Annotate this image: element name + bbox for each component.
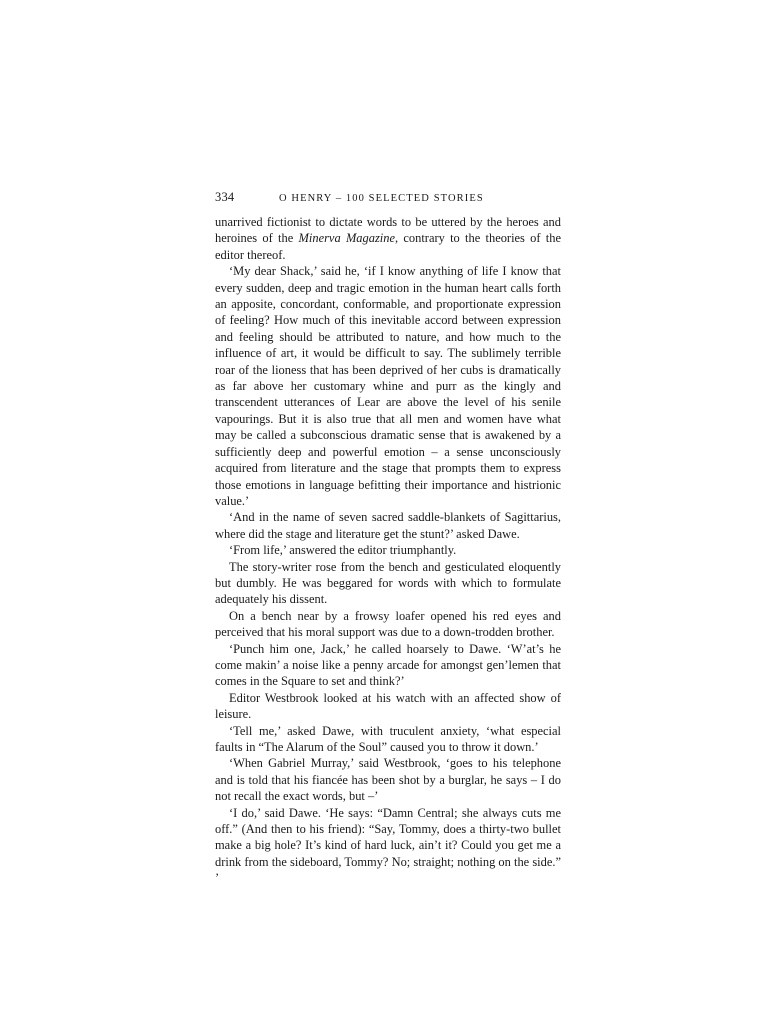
paragraph-text: Editor Westbrook looked at his watch with an affected show of leisure. bbox=[215, 690, 561, 722]
paragraph bbox=[215, 214, 561, 263]
paragraph bbox=[215, 263, 561, 509]
paragraph bbox=[215, 509, 561, 542]
paragraph-text: ‘I do,’ said Dawe. ‘He says: “Damn Central; she always cuts me off.” (And then to his friend): “Say, Tommy, does a thirty-two bullet make a big hole? It’s kind of hard luck, ain’t it? Could you get me a drink from the sideboard, Tommy? No; straight; nothing on the side.” ’ bbox=[215, 805, 561, 886]
paragraph-text: unarrived fictionist to dictate words to be uttered by the heroes and heroines of the bbox=[215, 215, 561, 246]
paragraph bbox=[215, 608, 561, 641]
running-title: O HENRY – 100 SELECTED STORIES bbox=[279, 193, 484, 204]
page-number: 334 bbox=[215, 190, 235, 204]
story-text bbox=[215, 214, 561, 887]
italic-title: Minerva Magazine bbox=[298, 231, 395, 246]
paragraph-text: The story-writer rose from the bench and gesticulated eloquently but dumbly. He was beggared for words with which to formulate adequately his dissent. bbox=[215, 559, 561, 607]
paragraph-text: ‘From life,’ answered the editor triumphantly. bbox=[229, 543, 457, 558]
paragraph-text: ‘When Gabriel Murray,’ said Westbrook, ‘goes to his telephone and is told that his fiancée has been shot by a burglar, he says – I do not recall the exact words, but –’ bbox=[215, 756, 561, 804]
paragraph bbox=[215, 690, 561, 723]
paragraph bbox=[215, 755, 561, 804]
paragraph bbox=[215, 805, 561, 887]
paragraph bbox=[215, 723, 561, 756]
paragraph bbox=[215, 542, 561, 558]
running-head bbox=[215, 190, 561, 212]
paragraph-text: ‘Punch him one, Jack,’ he called hoarsely to Dawe. ‘W’at’s he come makin’ a noise like a penny arcade for amongst gen’lemen that comes in the Square to set and think?’ bbox=[215, 641, 561, 689]
paragraph-text: ‘My dear Shack,’ said he, ‘if I know anything of life I know that every sudden, deep and tragic emotion in the human heart calls forth an apposite, concordant, conformable, and proportionate expression of feeling? How much of this inevitable accord between expression and feeling should be attributed to nature, and how much to the influence of art, it would be difficult to say. The sublimely terrible roar of the lioness that has been deprived of her cubs is dramatically as far above her customary whine and purr as the kingly and transcendent utterances of Lear are above the level of his senile vapourings. But it is also true that all men and women have what may be called a subconscious dramatic sense that is awakened by a sufficiently deep and powerful emotion – a sense unconsciously acquired from literature and the stage that prompts them to express those emotions in language befitting their importance and histrionic value.’ bbox=[215, 264, 561, 508]
paragraph-text: , contrary to the theories of the editor thereof. bbox=[215, 231, 562, 262]
paragraph-text: On a bench near by a frowsy loafer opened his red eyes and perceived that his moral support was due to a down-trodden brother. bbox=[215, 608, 561, 640]
book-page bbox=[215, 190, 561, 887]
paragraph bbox=[215, 641, 561, 690]
paragraph-text: ‘And in the name of seven sacred saddle-blankets of Sagittarius, where did the stage and literature get the stunt?’ asked Dawe. bbox=[215, 510, 561, 541]
paragraph-text: ‘Tell me,’ asked Dawe, with truculent anxiety, ‘what especial faults in “The Alarum of the Soul” caused you to throw it down.’ bbox=[215, 723, 561, 754]
paragraph bbox=[215, 559, 561, 608]
